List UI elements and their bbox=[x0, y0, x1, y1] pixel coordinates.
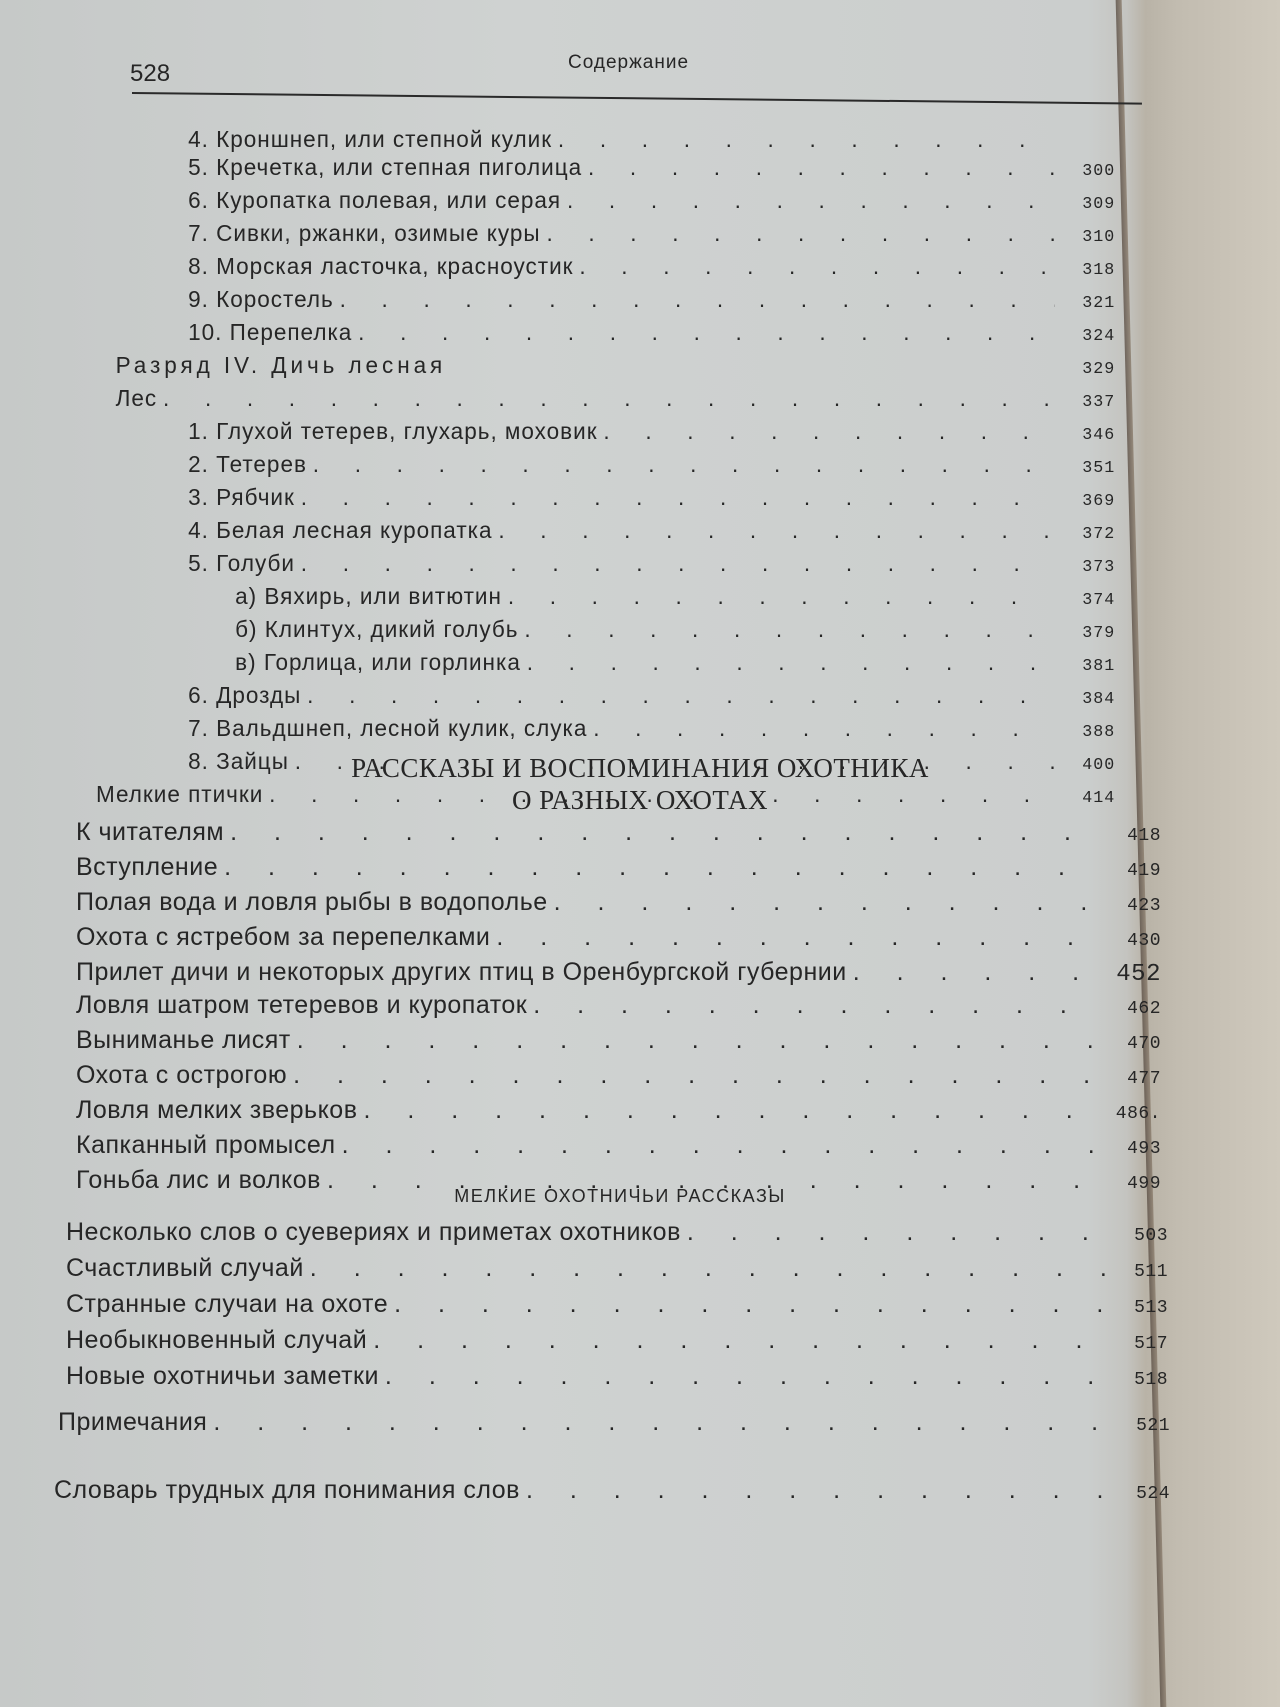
entry-label: Гоньба лис и волков bbox=[76, 1166, 321, 1194]
toc-entry bbox=[96, 384, 1115, 417]
entry-label: 8. Зайцы bbox=[188, 748, 289, 774]
entry-page: 388 bbox=[1082, 723, 1116, 742]
entry-label: в) Горлица, или горлинка bbox=[235, 649, 521, 675]
dot-leader bbox=[373, 1324, 1106, 1356]
entry-page: 477 bbox=[1127, 1069, 1161, 1089]
entry-label: 3. Рябчик bbox=[188, 484, 295, 510]
toc-entry bbox=[76, 887, 1161, 922]
entry-label: Ловля мелких зверьков bbox=[76, 1096, 358, 1124]
entry-page: 517 bbox=[1134, 1334, 1168, 1354]
entry-label: 4. Кроншнеп, или степной кулик bbox=[188, 126, 553, 152]
entry-page: 318 bbox=[1082, 261, 1116, 280]
entry-page: 462 bbox=[1127, 999, 1161, 1019]
entry-label: Разряд IV. Дичь лесная bbox=[115, 352, 447, 378]
dot-leader bbox=[546, 219, 1054, 247]
running-title: Содержание bbox=[568, 52, 690, 73]
entry-label: Лес bbox=[115, 385, 158, 411]
toc-entry bbox=[76, 852, 1161, 887]
dot-leader bbox=[163, 384, 1054, 412]
entry-label: Выниманье лисят bbox=[76, 1026, 291, 1054]
dot-leader bbox=[588, 153, 1054, 181]
dot-leader bbox=[496, 922, 1099, 953]
entry-page: 499 bbox=[1127, 1174, 1161, 1194]
dot-leader bbox=[213, 1408, 1108, 1437]
entry-page: 521 bbox=[1136, 1416, 1170, 1436]
toc-entry bbox=[96, 516, 1115, 549]
entry-page: 418 bbox=[1127, 826, 1161, 846]
entry-label: Счастливый случай bbox=[66, 1254, 304, 1282]
toc-entry bbox=[96, 615, 1115, 648]
entry-page: 321 bbox=[1082, 294, 1116, 313]
entry-page: 309 bbox=[1082, 195, 1116, 214]
toc-entry bbox=[96, 450, 1115, 483]
dot-leader bbox=[301, 549, 1055, 577]
entry-page: 300 bbox=[1082, 162, 1116, 181]
entry-page: 374 bbox=[1082, 591, 1116, 610]
entry-page: 324 bbox=[1082, 327, 1116, 346]
page-number: 528 bbox=[130, 60, 171, 87]
entry-label: Новые охотничьи заметки bbox=[66, 1362, 379, 1390]
toc-entry bbox=[96, 125, 1115, 153]
dot-leader bbox=[567, 186, 1054, 214]
entry-page: 511 bbox=[1134, 1262, 1168, 1282]
entry-label: Словарь трудных для понимания слов bbox=[54, 1476, 520, 1504]
entry-page: 384 bbox=[1082, 690, 1116, 709]
toc-entry bbox=[96, 351, 1115, 384]
entry-label: Примечания bbox=[58, 1408, 208, 1436]
dot-leader bbox=[593, 714, 1054, 742]
toc-entry bbox=[96, 285, 1115, 318]
entry-label: Ловля шатром тетеревов и куропаток bbox=[76, 991, 528, 1019]
toc-entry bbox=[96, 582, 1115, 615]
entry-page: 524 bbox=[1136, 1484, 1170, 1504]
section-heading-line2: О РАЗНЫХ ОХОТАХ bbox=[511, 785, 769, 815]
entry-label: Охота с ястребом за перепелками bbox=[76, 923, 491, 951]
entry-label: 5. Кречетка, или степная пиголица bbox=[188, 154, 583, 180]
toc-entry bbox=[66, 1324, 1168, 1360]
entry-page: 337 bbox=[1082, 393, 1116, 412]
toc-entry bbox=[76, 817, 1161, 852]
entry-label: Прилет дичи и некоторых других птиц в Оренбургской губернии bbox=[76, 958, 847, 986]
toc-entry bbox=[96, 153, 1115, 186]
toc-entry bbox=[66, 1288, 1168, 1324]
entry-label: б) Клинтух, дикий голубь bbox=[235, 616, 519, 642]
toc-entry bbox=[76, 1130, 1161, 1165]
entry-page: 486. bbox=[1115, 1104, 1161, 1124]
entry-label: 5. Голуби bbox=[188, 550, 295, 576]
dot-leader bbox=[526, 1476, 1108, 1505]
toc-entry bbox=[96, 417, 1115, 450]
header-rule bbox=[132, 92, 1142, 105]
entry-label: 9. Коростель bbox=[188, 286, 334, 312]
entry-label: Необыкновенный случай bbox=[66, 1326, 368, 1354]
entry-label: 2. Тетерев bbox=[188, 451, 307, 477]
dot-leader bbox=[853, 957, 1099, 988]
toc-entry bbox=[66, 1252, 1168, 1288]
toc-entry bbox=[76, 957, 1161, 990]
entry-label: 7. Вальдшнеп, лесной кулик, слука bbox=[188, 715, 588, 741]
toc-entry bbox=[76, 1060, 1161, 1095]
entry-page: 381 bbox=[1082, 657, 1116, 676]
toc-entry bbox=[96, 681, 1115, 714]
toc-entry bbox=[96, 483, 1115, 516]
entry-label: Мелкие птички bbox=[96, 781, 264, 807]
entry-label: Несколько слов о суевериях и приметах охотников bbox=[66, 1218, 681, 1246]
entry-page: 430 bbox=[1127, 931, 1161, 951]
entry-label: 6. Дрозды bbox=[188, 682, 302, 708]
dot-leader bbox=[363, 1095, 1099, 1126]
toc-entry bbox=[96, 549, 1115, 582]
dot-leader bbox=[558, 125, 1055, 153]
section-heading-line1: РАССКАЗЫ И ВОСПОМИНАНИЯ ОХОТНИКА bbox=[351, 753, 929, 783]
dot-leader bbox=[297, 1025, 1099, 1056]
dot-leader bbox=[524, 615, 1054, 643]
dot-leader bbox=[498, 516, 1054, 544]
dot-leader bbox=[340, 285, 1055, 313]
toc-section-short-stories bbox=[66, 1216, 1168, 1396]
dot-leader bbox=[307, 681, 1054, 709]
toc-entry bbox=[76, 1025, 1161, 1060]
entry-page: 373 bbox=[1082, 558, 1116, 577]
entry-label: Странные случаи на охоте bbox=[66, 1290, 389, 1318]
entry-page: 493 bbox=[1127, 1139, 1161, 1159]
entry-page: 513 bbox=[1134, 1298, 1168, 1318]
dot-leader bbox=[508, 582, 1055, 610]
entry-label: 1. Глухой тетерев, глухарь, моховик bbox=[188, 418, 598, 444]
toc-section-stories bbox=[76, 817, 1161, 1200]
dot-leader bbox=[230, 817, 1099, 848]
entry-page: 379 bbox=[1082, 624, 1116, 643]
entry-label: Охота с острогою bbox=[76, 1061, 288, 1089]
entry-page: 346 bbox=[1082, 426, 1116, 445]
dot-leader bbox=[310, 1252, 1106, 1284]
dot-leader bbox=[313, 450, 1055, 478]
entry-page: 372 bbox=[1082, 525, 1116, 544]
dot-leader bbox=[394, 1288, 1106, 1320]
dot-leader bbox=[687, 1216, 1106, 1248]
toc-entry bbox=[96, 648, 1115, 681]
entry-page: 518 bbox=[1134, 1370, 1168, 1390]
toc-entry bbox=[96, 318, 1115, 351]
dot-leader bbox=[301, 483, 1055, 511]
toc-entry-glossary bbox=[54, 1476, 1170, 1505]
dot-leader bbox=[224, 852, 1099, 883]
toc-entry-notes bbox=[58, 1408, 1170, 1437]
toc-entry bbox=[76, 990, 1161, 1025]
entry-page: 419 bbox=[1127, 861, 1161, 881]
dot-leader bbox=[603, 417, 1054, 445]
toc-section-game-birds bbox=[96, 125, 1136, 813]
entry-label: 8. Морская ласточка, красноустик bbox=[188, 253, 574, 279]
entry-label: 4. Белая лесная куропатка bbox=[188, 517, 493, 543]
entry-label: Полая вода и ловля рыбы в водополье bbox=[76, 888, 548, 916]
entry-page: 310 bbox=[1082, 228, 1116, 247]
dot-leader bbox=[293, 1060, 1099, 1091]
entry-page: 400 bbox=[1082, 756, 1116, 775]
entry-label: Капканный промысел bbox=[76, 1131, 336, 1159]
entry-label: 10. Перепелка bbox=[188, 319, 353, 345]
toc-entry bbox=[96, 714, 1115, 747]
toc-entry bbox=[66, 1360, 1168, 1396]
toc-entry bbox=[76, 922, 1161, 957]
entry-label: К читателям bbox=[76, 818, 225, 846]
toc-entry bbox=[96, 252, 1115, 285]
dot-leader bbox=[554, 887, 1099, 918]
toc-entry bbox=[96, 219, 1115, 252]
entry-page: 470 bbox=[1127, 1034, 1161, 1054]
dot-leader bbox=[342, 1130, 1099, 1161]
entry-label: а) Вяхирь, или витютин bbox=[235, 583, 502, 609]
toc-entry bbox=[76, 1095, 1161, 1130]
entry-page: 414 bbox=[1082, 789, 1116, 808]
entry-page: 351 bbox=[1082, 459, 1116, 478]
dot-leader bbox=[358, 318, 1054, 346]
entry-label: 6. Куропатка полевая, или серая bbox=[188, 187, 562, 213]
entry-page: 452 bbox=[1116, 961, 1161, 988]
entry-page: 369 bbox=[1082, 492, 1116, 511]
dot-leader bbox=[527, 648, 1055, 676]
dot-leader bbox=[385, 1360, 1106, 1392]
dot-leader bbox=[533, 990, 1099, 1021]
toc-entry bbox=[96, 186, 1115, 219]
entry-label: Вступление bbox=[76, 853, 219, 881]
dot-leader bbox=[579, 252, 1054, 280]
toc-entry bbox=[66, 1216, 1168, 1252]
subsection-heading: МЕЛКИЕ ОХОТНИЧЬИ РАССКАЗЫ bbox=[454, 1186, 786, 1206]
entry-page: 423 bbox=[1127, 896, 1161, 916]
entry-page: 329 bbox=[1082, 360, 1116, 379]
entry-label: 7. Сивки, ржанки, озимые куры bbox=[188, 220, 541, 246]
entry-page: 503 bbox=[1134, 1226, 1168, 1246]
